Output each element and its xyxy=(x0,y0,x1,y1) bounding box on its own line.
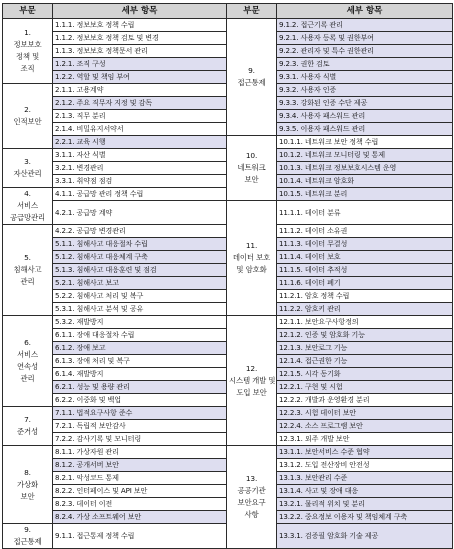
left-category-cell: 4. 서비스 공급망관리 xyxy=(3,188,53,225)
right-item-cell: 11.1.2. 데이터 소유권 xyxy=(277,225,453,238)
left-item-cell: 5.2.2. 침해사고 처리 및 복구 xyxy=(53,290,227,303)
right-item-cell: 11.1.1. 데이터 분류 xyxy=(277,201,453,225)
right-item-cell: 13.1.4. 사고 및 장애 대응 xyxy=(277,485,453,498)
left-item-cell: 9.1.1. 접근통제 정책 수립 xyxy=(53,524,227,549)
left-item-cell: 8.2.3. 데이터 이전 xyxy=(53,498,227,511)
requirements-table xyxy=(2,3,453,549)
left-category-cell: 3. 자산관리 xyxy=(3,149,53,188)
left-item-cell: 7.1.1. 법적요구사항 준수 xyxy=(53,407,227,420)
header-row xyxy=(3,4,453,19)
right-item-cell: 11.1.3. 데이터 무결성 xyxy=(277,238,453,251)
left-item-cell: 8.2.2. 인터페이스 및 API 보안 xyxy=(53,485,227,498)
left-item-cell: 2.1.1. 고용계약 xyxy=(53,84,227,97)
right-item-cell: 9.2.2. 관리자 및 특수 권한관리 xyxy=(277,45,453,58)
left-item-cell: 6.2.2. 이중화 및 백업 xyxy=(53,394,227,407)
header-items-left: 세부 항목 xyxy=(53,4,227,19)
right-item-cell: 10.1.2. 네트워크 모니터링 및 통제 xyxy=(277,149,453,162)
left-category-cell: 5. 침해사고 관리 xyxy=(3,225,53,316)
right-item-cell: 11.2.2. 암호키 관리 xyxy=(277,303,453,316)
right-item-cell: 9.1.2. 접근기록 관리 xyxy=(277,19,453,32)
right-item-cell: 9.3.3. 강화된 인증 수단 제공 xyxy=(277,97,453,110)
left-item-cell: 4.2.1. 공급망 계약 xyxy=(53,201,227,225)
right-item-cell: 11.1.6. 데이터 폐기 xyxy=(277,277,453,290)
left-item-cell: 5.1.2. 침해사고 대응체계 구축 xyxy=(53,251,227,264)
left-item-cell: 8.2.1. 악성코드 통제 xyxy=(53,472,227,485)
right-item-cell: 13.2.2. 중요정보 이용자 및 책임체계 구축 xyxy=(277,511,453,524)
table-row xyxy=(3,136,453,149)
left-item-cell: 5.2.1. 침해사고 보고 xyxy=(53,277,227,290)
right-item-cell: 12.3.1. 외주 개발 보안 xyxy=(277,433,453,446)
right-item-cell: 12.2.4. 소스 프로그램 보안 xyxy=(277,420,453,433)
left-item-cell: 5.3.2. 재발방지 xyxy=(53,316,227,329)
left-item-cell: 2.1.4. 비밀유지서약서 xyxy=(53,123,227,136)
table-row xyxy=(3,446,453,459)
left-item-cell: 1.2.2. 역할 및 책임 부여 xyxy=(53,71,227,84)
right-item-cell: 12.1.1. 보안요구사항정의 xyxy=(277,316,453,329)
right-item-cell: 12.2.3. 시험 데이터 보안 xyxy=(277,407,453,420)
left-item-cell: 2.2.1. 교육 시행 xyxy=(53,136,227,149)
left-item-cell: 8.1.1. 가상자원 관리 xyxy=(53,446,227,459)
right-item-cell: 12.1.5. 시각 동기화 xyxy=(277,368,453,381)
left-item-cell: 1.1.1. 정보보호 정책 수립 xyxy=(53,19,227,32)
left-item-cell: 5.3.1. 침해사고 분석 및 공유 xyxy=(53,303,227,316)
right-item-cell: 9.2.3. 권한 검토 xyxy=(277,58,453,71)
left-item-cell: 4.1.1. 공급망 관리 정책 수립 xyxy=(53,188,227,201)
table-body xyxy=(3,19,453,549)
right-item-cell: 13.3.1. 검증필 암호화 기술 제공 xyxy=(277,524,453,549)
table-row xyxy=(3,316,453,329)
right-item-cell: 9.2.1. 사용자 등록 및 권한부여 xyxy=(277,32,453,45)
right-item-cell: 13.1.1. 보안서비스 수준 협약 xyxy=(277,446,453,459)
left-category-cell: 9. 접근통제 xyxy=(3,524,53,549)
right-item-cell: 12.2.1. 구현 및 시험 xyxy=(277,381,453,394)
left-category-cell: 7. 준거성 xyxy=(3,407,53,446)
right-item-cell: 11.2.1. 암호 정책 수립 xyxy=(277,290,453,303)
left-item-cell: 5.1.3. 침해사고 대응훈련 및 점검 xyxy=(53,264,227,277)
right-item-cell: 9.3.5. 이용자 패스워드 관리 xyxy=(277,123,453,136)
left-category-cell: 6. 서비스 연속성 관리 xyxy=(3,316,53,407)
right-item-cell: 13.1.2. 도입 전산장비 안전성 xyxy=(277,459,453,472)
right-item-cell: 13.2.1. 물리적 위치 및 분리 xyxy=(277,498,453,511)
left-item-cell: 2.1.2. 주요 직무자 지정 및 감독 xyxy=(53,97,227,110)
right-item-cell: 10.1.3. 네트워크 정보보호시스템 운영 xyxy=(277,162,453,175)
left-item-cell: 1.1.3. 정보보호 정책문서 관리 xyxy=(53,45,227,58)
right-item-cell: 10.1.5. 네트워크 분리 xyxy=(277,188,453,201)
right-category-cell: 13. 공공기관 보안요구 사항 xyxy=(227,446,277,549)
header-items-right: 세부 항목 xyxy=(277,4,453,19)
left-item-cell: 6.1.4. 재발방지 xyxy=(53,368,227,381)
left-item-cell: 4.2.2. 공급망 변경관리 xyxy=(53,225,227,238)
right-category-cell: 12. 시스템 개발 및 도입 보안 xyxy=(227,316,277,446)
left-item-cell: 5.1.1. 침해사고 대응절차 수립 xyxy=(53,238,227,251)
right-item-cell: 12.1.4. 접근권한 기능 xyxy=(277,355,453,368)
header-category-right: 부문 xyxy=(227,4,277,19)
right-category-cell: 10. 네트워크 보안 xyxy=(227,136,277,201)
left-category-cell: 1. 정보보호 정책 및 조직 xyxy=(3,19,53,84)
right-category-cell: 11. 데이터 보호 및 암호화 xyxy=(227,201,277,316)
left-item-cell: 3.2.1. 변경관리 xyxy=(53,162,227,175)
table-row xyxy=(3,201,453,225)
table-row xyxy=(3,19,453,32)
left-category-cell: 8. 가상화 보안 xyxy=(3,446,53,524)
left-item-cell: 3.3.1. 취약점 점검 xyxy=(53,175,227,188)
header-category-left: 부문 xyxy=(3,4,53,19)
right-item-cell: 9.3.4. 사용자 패스워드 관리 xyxy=(277,110,453,123)
right-item-cell: 12.1.3. 보안로그 기능 xyxy=(277,342,453,355)
left-item-cell: 7.2.2. 감사기록 및 모니터링 xyxy=(53,433,227,446)
left-item-cell: 2.1.3. 직무 분리 xyxy=(53,110,227,123)
left-item-cell: 3.1.1. 자산 식별 xyxy=(53,149,227,162)
right-item-cell: 11.1.4. 데이터 보호 xyxy=(277,251,453,264)
right-category-cell: 9. 접근통제 xyxy=(227,19,277,136)
right-item-cell: 9.3.2. 사용자 인증 xyxy=(277,84,453,97)
left-item-cell: 6.1.2. 장애 보고 xyxy=(53,342,227,355)
right-item-cell: 11.1.5. 데이터 추적성 xyxy=(277,264,453,277)
left-item-cell: 1.2.1. 조직 구성 xyxy=(53,58,227,71)
left-item-cell: 8.1.2. 공개서버 보안 xyxy=(53,459,227,472)
right-item-cell: 12.2.2. 개발과 운영환경 분리 xyxy=(277,394,453,407)
left-item-cell: 7.2.1. 독립적 보안감사 xyxy=(53,420,227,433)
left-item-cell: 8.2.4. 가상 소프트웨어 보안 xyxy=(53,511,227,524)
right-item-cell: 9.3.1. 사용자 식별 xyxy=(277,71,453,84)
left-item-cell: 6.1.1. 장애 대응절차 수립 xyxy=(53,329,227,342)
left-item-cell: 6.1.3. 장애 처리 및 복구 xyxy=(53,355,227,368)
left-item-cell: 6.2.1. 성능 및 용량 관리 xyxy=(53,381,227,394)
right-item-cell: 13.1.3. 보안관리 수준 xyxy=(277,472,453,485)
right-item-cell: 12.1.2. 인증 및 암호화 기능 xyxy=(277,329,453,342)
left-item-cell: 1.1.2. 정보보호 정책 검토 및 변경 xyxy=(53,32,227,45)
right-item-cell: 10.1.4. 네트워크 암호화 xyxy=(277,175,453,188)
right-item-cell: 10.1.1. 네트워크 보안 정책 수립 xyxy=(277,136,453,149)
left-category-cell: 2. 인적보안 xyxy=(3,84,53,149)
